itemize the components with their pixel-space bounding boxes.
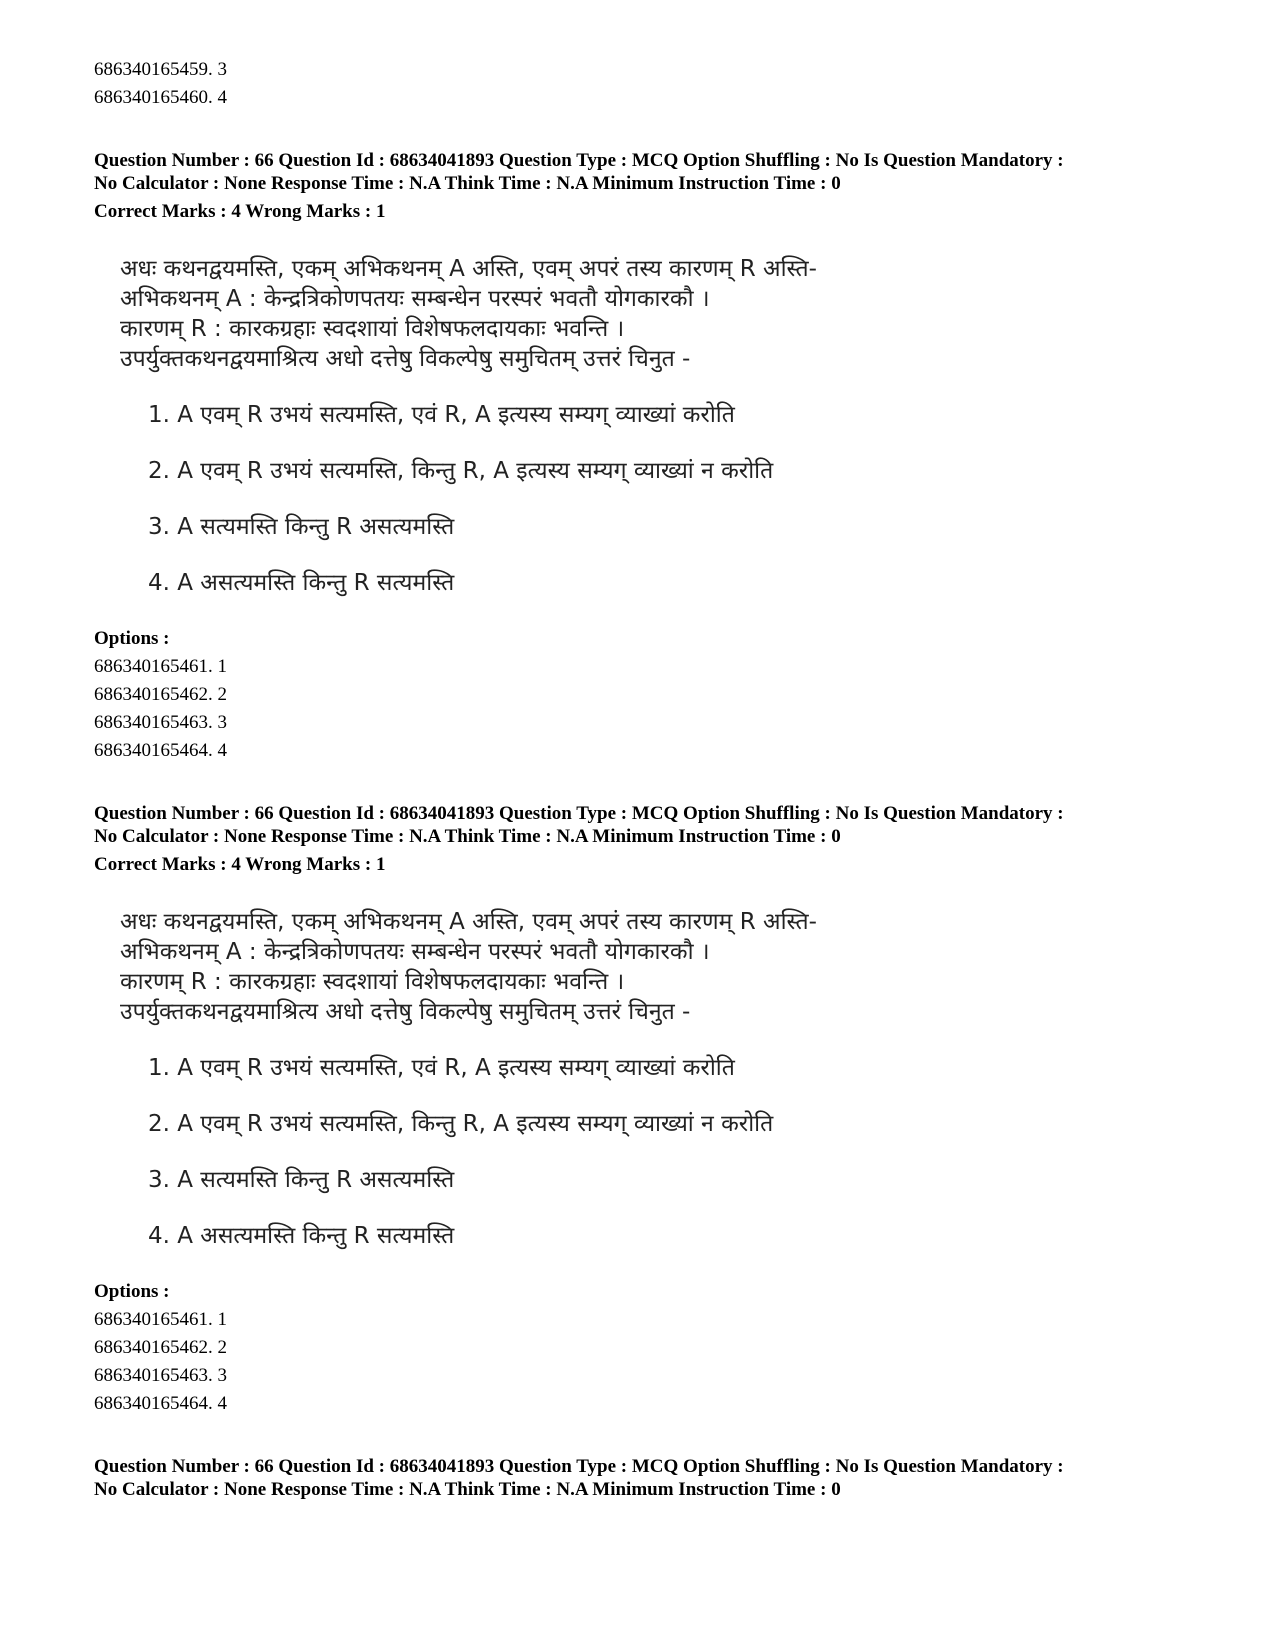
- question-text-line: अभिकथनम् A : केन्द्रत्रिकोणपतयः सम्बन्धेन परस्परं भवतौ योगकारकौ ।: [120, 286, 710, 312]
- question-choice: 4. A असत्यमस्ति किन्तु R सत्यमस्ति: [148, 1223, 455, 1249]
- question-marks: Correct Marks : 4 Wrong Marks : 1: [94, 854, 386, 875]
- question-choice: 2. A एवम् R उभयं सत्यमस्ति, किन्तु R, A इत्यस्य सम्यग् व्याख्यां न करोति: [148, 1111, 774, 1137]
- question-choice: 1. A एवम् R उभयं सत्यमस्ति, एवं R, A इत्यस्य सम्यग् व्याख्यां करोति: [148, 402, 735, 428]
- option-line: 686340165462. 2: [94, 1337, 227, 1358]
- question-text-line: अधः कथनद्वयमस्ति, एकम् अभिकथनम् A अस्ति, एवम् अपरं तस्य कारणम् R अस्ति-: [120, 909, 817, 935]
- option-line: 686340165462. 2: [94, 684, 227, 705]
- question-meta-line-1: Question Number : 66 Question Id : 68634041893 Question Type : MCQ Option Shuffling : No Is Question Mandatory :: [94, 803, 1064, 824]
- option-line: 686340165461. 1: [94, 1309, 227, 1330]
- question-choice: 2. A एवम् R उभयं सत्यमस्ति, किन्तु R, A इत्यस्य सम्यग् व्याख्यां न करोति: [148, 458, 774, 484]
- question-text-line: कारणम् R : कारकग्रहाः स्वदशायां विशेषफलदायकाः भवन्ति ।: [120, 316, 625, 342]
- question-meta-line-1: Question Number : 66 Question Id : 68634041893 Question Type : MCQ Option Shuffling : No Is Question Mandatory :: [94, 1456, 1064, 1477]
- question-marks: Correct Marks : 4 Wrong Marks : 1: [94, 201, 386, 222]
- option-line: 686340165464. 4: [94, 1393, 227, 1414]
- question-choice: 3. A सत्यमस्ति किन्तु R असत्यमस्ति: [148, 1167, 455, 1193]
- option-line: 686340165464. 4: [94, 740, 227, 761]
- question-meta-line-2: No Calculator : None Response Time : N.A Think Time : N.A Minimum Instruction Time : 0: [94, 173, 841, 194]
- question-choice: 3. A सत्यमस्ति किन्तु R असत्यमस्ति: [148, 514, 455, 540]
- option-line: 686340165460. 4: [94, 87, 227, 108]
- question-text-line: कारणम् R : कारकग्रहाः स्वदशायां विशेषफलदायकाः भवन्ति ।: [120, 969, 625, 995]
- option-line: 686340165463. 3: [94, 1365, 227, 1386]
- options-heading: Options :: [94, 628, 170, 649]
- question-meta-line-2: No Calculator : None Response Time : N.A Think Time : N.A Minimum Instruction Time : 0: [94, 1479, 841, 1500]
- question-choice: 4. A असत्यमस्ति किन्तु R सत्यमस्ति: [148, 570, 455, 596]
- option-line: 686340165459. 3: [94, 59, 227, 80]
- options-heading: Options :: [94, 1281, 170, 1302]
- question-text-line: अधः कथनद्वयमस्ति, एकम् अभिकथनम् A अस्ति, एवम् अपरं तस्य कारणम् R अस्ति-: [120, 256, 817, 282]
- option-line: 686340165463. 3: [94, 712, 227, 733]
- question-meta-line-1: Question Number : 66 Question Id : 68634041893 Question Type : MCQ Option Shuffling : No Is Question Mandatory :: [94, 150, 1064, 171]
- question-text-line: उपर्युक्तकथनद्वयमाश्रित्य अधो दत्तेषु विकल्पेषु समुचितम् उत्तरं चिनुत -: [120, 346, 691, 372]
- option-line: 686340165461. 1: [94, 656, 227, 677]
- question-choice: 1. A एवम् R उभयं सत्यमस्ति, एवं R, A इत्यस्य सम्यग् व्याख्यां करोति: [148, 1055, 735, 1081]
- question-meta-line-2: No Calculator : None Response Time : N.A Think Time : N.A Minimum Instruction Time : 0: [94, 826, 841, 847]
- question-text-line: अभिकथनम् A : केन्द्रत्रिकोणपतयः सम्बन्धेन परस्परं भवतौ योगकारकौ ।: [120, 939, 710, 965]
- question-text-line: उपर्युक्तकथनद्वयमाश्रित्य अधो दत्तेषु विकल्पेषु समुचितम् उत्तरं चिनुत -: [120, 999, 691, 1025]
